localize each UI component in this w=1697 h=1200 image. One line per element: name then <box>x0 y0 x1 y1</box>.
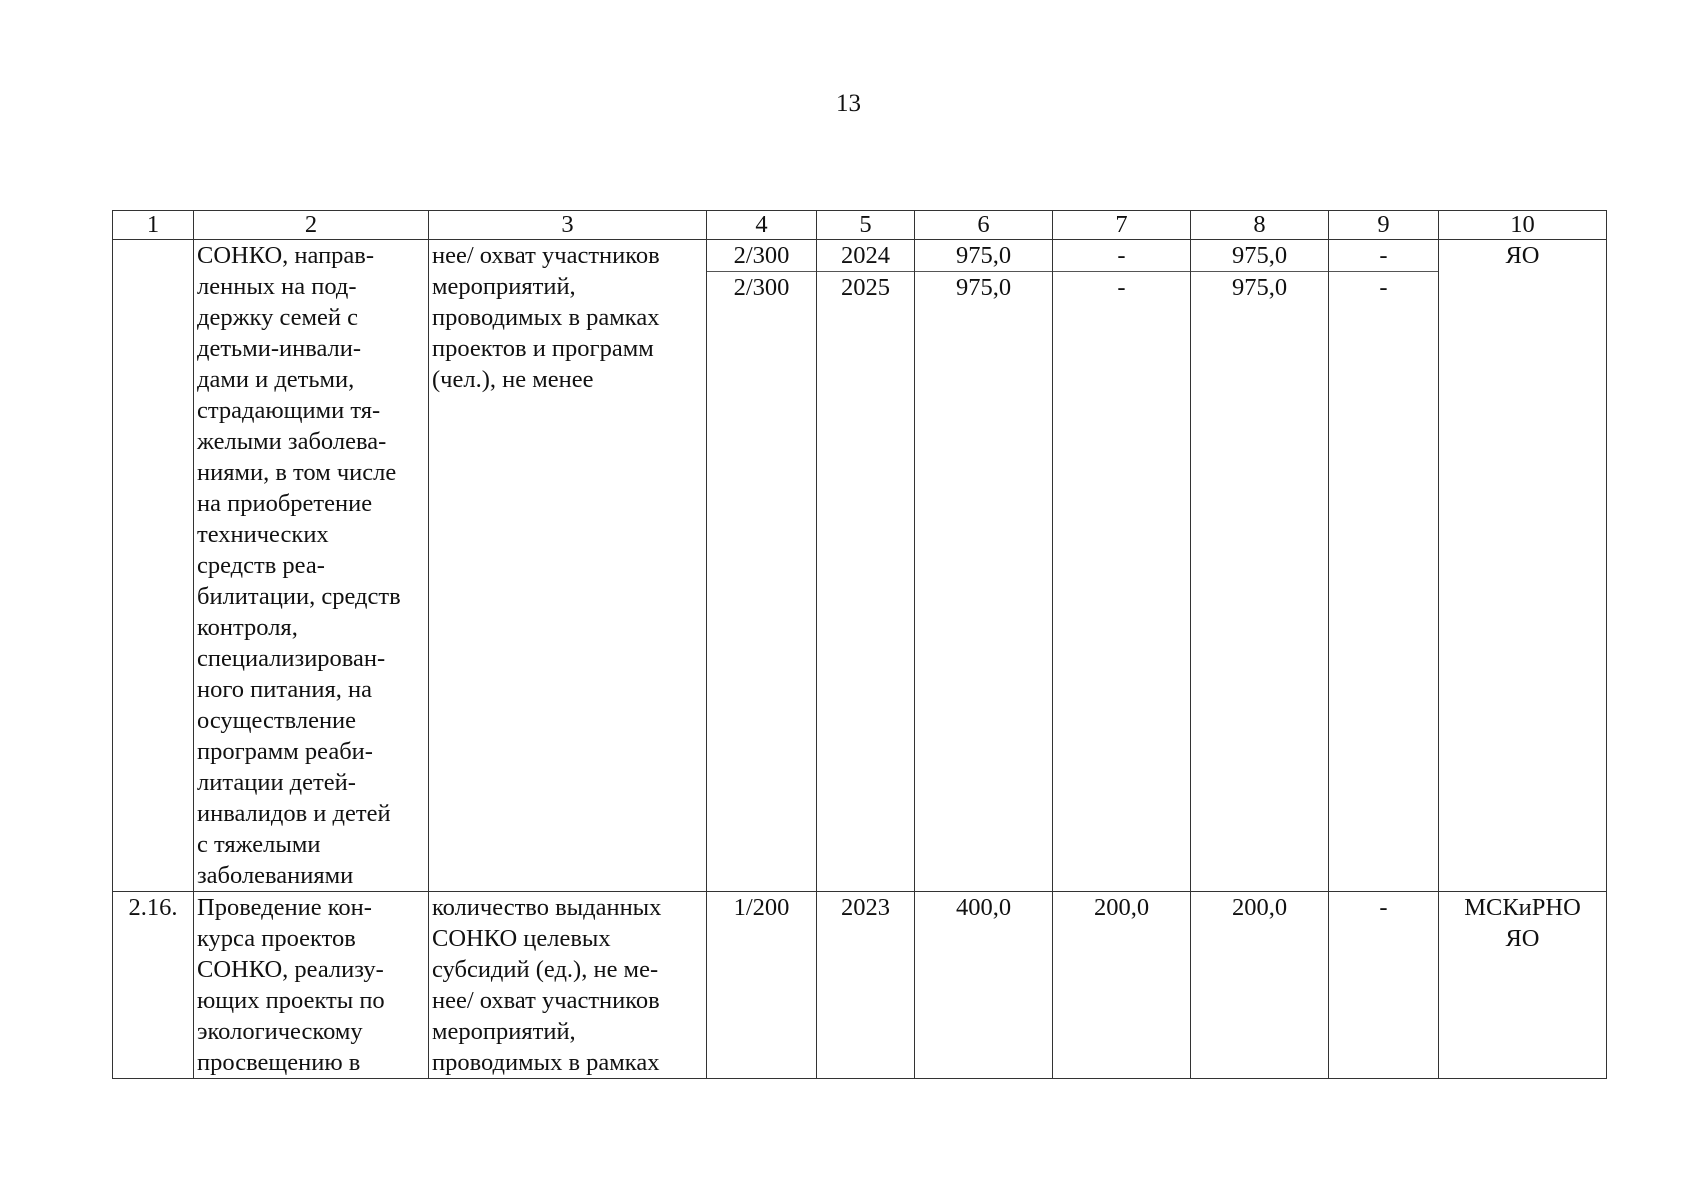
event-line: желыми заболева- <box>197 428 387 455</box>
row-number-cell: 2.16. <box>113 892 194 1079</box>
indicator-cell <box>429 240 707 892</box>
value-cell-col4 <box>707 240 817 892</box>
cell-value: 2025 <box>841 274 890 301</box>
event-line: заболеваниями <box>197 862 354 889</box>
value-cell-col10 <box>1439 892 1607 1079</box>
event-line: дами и детьми, <box>197 366 355 393</box>
cell-value: ЯО <box>1505 242 1540 269</box>
value-cell-col10 <box>1439 240 1607 892</box>
event-line: курса проектов <box>197 925 356 952</box>
cell-value: - <box>1379 894 1388 921</box>
value-cell-col5 <box>817 892 915 1079</box>
table-row <box>113 892 1607 1079</box>
indicator-line: СОНКО целевых <box>432 925 611 952</box>
value-cell-col7 <box>1053 892 1191 1079</box>
value-cell-col6 <box>915 240 1053 892</box>
event-line: держку семей с <box>197 304 358 331</box>
value-cell-col8 <box>1191 892 1329 1079</box>
measures-table <box>112 210 1607 1079</box>
event-line: просвещению в <box>197 1049 361 1076</box>
cell-value: 975,0 <box>1231 274 1288 301</box>
column-header: 10 <box>1439 211 1607 240</box>
event-line: детьми-инвали- <box>197 335 362 362</box>
event-line: средств реа- <box>197 552 325 579</box>
cell-value: МСКиРНО <box>1464 894 1581 921</box>
indicator-line: нее/ охват участников <box>432 242 660 269</box>
cell-value: ЯО <box>1505 925 1540 952</box>
cell-value: 975,0 <box>955 274 1012 301</box>
column-header: 8 <box>1191 211 1329 240</box>
event-line: экологическому <box>197 1018 363 1045</box>
event-line: Проведение кон- <box>197 894 372 921</box>
page-number: 13 <box>836 90 861 117</box>
cell-value: 1/200 <box>733 894 790 921</box>
column-header: 6 <box>915 211 1053 240</box>
event-line: на приобретение <box>197 490 373 517</box>
cell-value: - <box>1053 240 1190 272</box>
event-line: билитации, средств <box>197 583 401 610</box>
indicator-line: проводимых в рамках <box>432 304 660 331</box>
event-line: осуществление <box>197 707 357 734</box>
value-cell-col6 <box>915 892 1053 1079</box>
value-cell-col8 <box>1191 240 1329 892</box>
cell-value: 975,0 <box>915 240 1052 272</box>
value-cell-col9 <box>1329 240 1439 892</box>
indicator-line: мероприятий, <box>432 1018 576 1045</box>
cell-value: - <box>1117 274 1126 301</box>
indicator-line: (чел.), не менее <box>432 366 594 393</box>
indicator-line: проводимых в рамках <box>432 1049 660 1076</box>
header-row <box>113 211 1607 240</box>
event-line: ленных на под- <box>197 273 357 300</box>
cell-value: - <box>1329 240 1438 272</box>
event-line: страдающими тя- <box>197 397 381 424</box>
event-line: ниями, в том числе <box>197 459 397 486</box>
event-line: СОНКО, реализу- <box>197 956 384 983</box>
cell-value: - <box>1379 274 1388 301</box>
event-line: ющих проекты по <box>197 987 385 1014</box>
event-line: ного питания, на <box>197 676 373 703</box>
cell-value: 975,0 <box>1191 240 1328 272</box>
cell-value: 400,0 <box>955 894 1012 921</box>
column-header: 4 <box>707 211 817 240</box>
event-line: инвалидов и детей <box>197 800 391 827</box>
cell-value: 200,0 <box>1093 894 1150 921</box>
event-cell <box>194 240 429 892</box>
cell-value: 2024 <box>817 240 914 272</box>
cell-value: 2/300 <box>733 274 790 301</box>
value-cell-col9 <box>1329 892 1439 1079</box>
column-header: 3 <box>429 211 707 240</box>
event-line: технических <box>197 521 329 548</box>
cell-value: 2023 <box>841 894 890 921</box>
row-number-cell <box>113 240 194 892</box>
table-row <box>113 240 1607 892</box>
indicator-cell <box>429 892 707 1079</box>
value-cell-col5 <box>817 240 915 892</box>
indicator-line: проектов и программ <box>432 335 654 362</box>
event-line: с тяжелыми <box>197 831 321 858</box>
column-header: 9 <box>1329 211 1439 240</box>
event-line: специализирован- <box>197 645 386 672</box>
indicator-line: субсидий (ед.), не ме- <box>432 956 659 983</box>
event-line: литации детей- <box>197 769 356 796</box>
event-cell <box>194 892 429 1079</box>
column-header: 7 <box>1053 211 1191 240</box>
event-line: программ реаби- <box>197 738 373 765</box>
indicator-line: нее/ охват участников <box>432 987 660 1014</box>
column-header: 2 <box>194 211 429 240</box>
cell-value: 2/300 <box>707 240 816 272</box>
column-header: 1 <box>113 211 194 240</box>
indicator-line: мероприятий, <box>432 273 576 300</box>
value-cell-col4 <box>707 892 817 1079</box>
indicator-line: количество выданных <box>432 894 662 921</box>
event-line: контроля, <box>197 614 298 641</box>
value-cell-col7 <box>1053 240 1191 892</box>
column-header: 5 <box>817 211 915 240</box>
cell-value: 200,0 <box>1231 894 1288 921</box>
event-line: СОНКО, направ- <box>197 242 375 269</box>
